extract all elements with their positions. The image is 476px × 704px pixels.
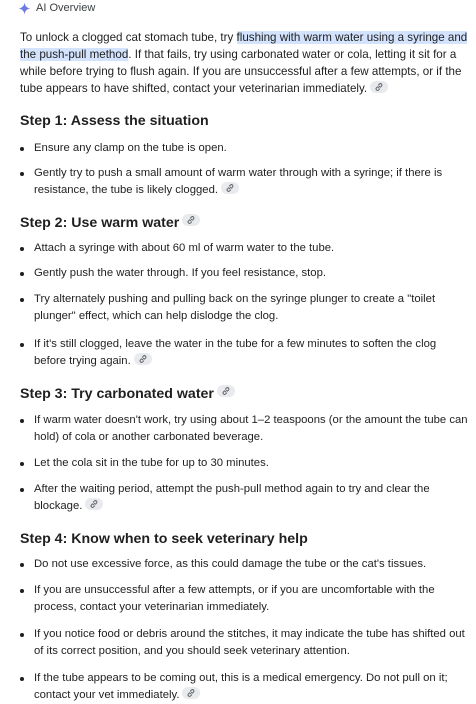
link-icon [89,499,99,509]
list-item [20,291,468,325]
list-item-text: If warm water doesn't work, try using about 1–2 teaspoons (or the amount the tube can hold) of cola or another carbonated beverage. [34,414,468,443]
link-icon [374,82,384,92]
list-item [20,582,468,616]
step-1-heading: Step 1: Assess the situation [20,113,209,129]
list-item [20,336,468,370]
list-item-text: After the waiting period, attempt the push-pull method again to try and clear the blockage. [34,483,430,512]
list-item-text: Ensure any clamp on the tube is open. [34,142,227,154]
step-2-heading [20,214,200,232]
bullet [20,462,24,466]
list-item [20,265,468,282]
list-item [20,140,468,157]
gemini-spark-icon [18,2,31,15]
intro-text-end: . If that fails, try using carbonated water or cola, letting it sit for a while before trying to flush again. If you are unsuccessful after a few attempts, or if the tube appears to have shifted, contact your veterinarian immediately. [20,48,462,95]
source-link-chip[interactable] [221,182,239,194]
list-item-text: If it's still clogged, leave the water in the tube for a few minutes to soften the clog before trying again. [34,338,437,367]
list-item-text: Try alternately pushing and pulling back on the syringe plunger to create a "toilet plunger" effect, which can help dislodge the clog. [34,293,436,322]
list-item-text: If you are unsuccessful after a few attempts, or if you are uncomfortable with the process, contact your veterinarian immediately. [34,584,435,613]
list-item [20,412,468,446]
bullet [20,633,24,637]
step-3-heading-text: Step 3: Try carbonated water [20,386,214,402]
link-icon [138,354,148,364]
step-4-heading: Step 4: Know when to seek veterinary help [20,531,308,547]
bullet [20,589,24,593]
bullet [20,147,24,151]
link-icon [225,183,235,193]
list-item [20,165,468,199]
bullet [20,172,24,176]
bullet [20,272,24,276]
list-item [20,481,468,515]
step-2-heading-text: Step 2: Use warm water [20,215,180,231]
list-item [20,240,468,257]
bullet [20,247,24,251]
list-item-text: Gently try to push a small amount of warm water through with a syringe; if there is resistance, the tube is likely clogged. [34,167,443,196]
step-3-heading [20,385,235,403]
list-item-text: Let the cola sit in the tube for up to 30 minutes. [34,457,269,469]
source-link-chip[interactable] [217,385,235,397]
source-link-chip[interactable] [182,214,200,226]
bullet [20,419,24,423]
header-title: AI Overview [36,2,96,14]
list-item [20,455,468,472]
list-item [20,626,468,660]
intro-paragraph [20,29,468,97]
list-item-text: Do not use excessive force, as this could damage the tube or the cat's tissues. [34,558,427,570]
list-item-text: If the tube appears to be coming out, this is a medical emergency. Do not pull on it; contact your vet immediately. [34,672,448,701]
source-link-chip[interactable] [85,498,103,510]
intro-highlight-link[interactable]: flushing with warm water using a syringe and the push-pull method [20,31,468,61]
ai-overview-header [18,0,95,16]
link-icon [186,688,196,698]
list-item [20,556,468,573]
intro-text-start: To unlock a clogged cat stomach tube, try [20,31,237,44]
link-icon [221,386,231,396]
source-link-chip[interactable] [134,353,152,365]
bullet [20,563,24,567]
bullet [20,488,24,492]
bullet [20,343,24,347]
link-icon [186,215,196,225]
bullet [20,677,24,681]
source-link-chip[interactable] [370,81,388,93]
list-item-text: Gently push the water through. If you feel resistance, stop. [34,267,326,279]
bullet [20,298,24,302]
list-item-text: If you notice food or debris around the stitches, it may indicate the tube has shifted out of its correct position, and you should seek veterinary attention. [34,628,465,657]
list-item-text: Attach a syringe with about 60 ml of warm water to the tube. [34,242,335,254]
source-link-chip[interactable] [182,687,200,699]
